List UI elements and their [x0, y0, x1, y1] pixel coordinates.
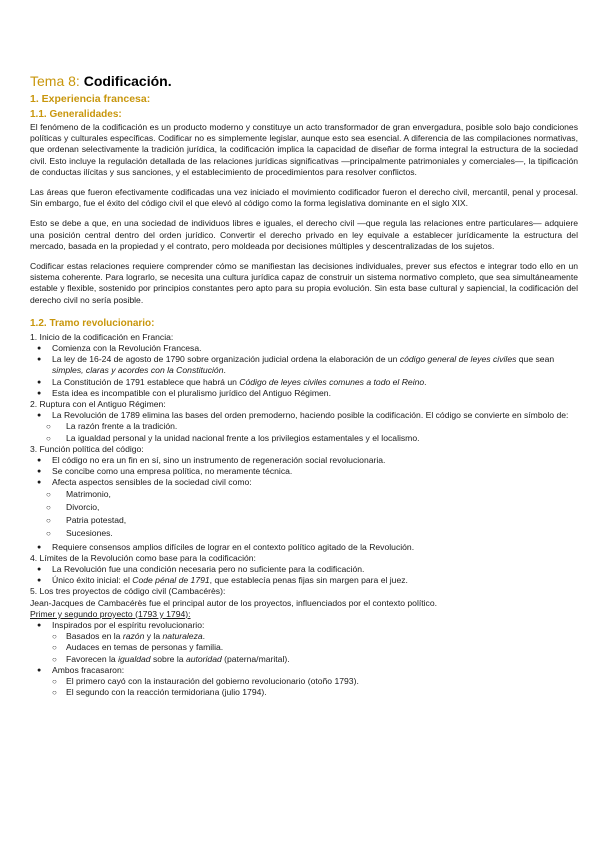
sub-bullet-list	[30, 631, 578, 665]
bullet-list	[30, 343, 578, 399]
list-item: 4. Límites de la Revolución como base para la codificación:	[30, 552, 256, 563]
page-title	[30, 72, 578, 90]
list-item: ● Esta idea es incompatible con el pluralismo jurídico del Antiguo Régimen.	[30, 388, 578, 399]
bullet-list	[30, 410, 578, 421]
list-item: ● La ley de 16-24 de agosto de 1790 sobre organización judicial ordena la elaboración de un código general de leyes civiles que sean simples, claras y acordes con la Constitución.	[30, 354, 578, 376]
paragraph: Jean-Jacques de Cambacérès fue el principal autor de los proyectos, influenciados por el contexto político.	[30, 597, 438, 608]
document-page	[30, 72, 578, 698]
section-heading: 1. Experiencia francesa:	[30, 93, 151, 105]
list-item: ○ Patria potestad,	[30, 515, 578, 526]
sub-bullet-list	[30, 676, 578, 698]
list-item: ○ Matrimonio,	[30, 489, 578, 500]
list-item: 2. Ruptura con el Antiguo Régimen:	[30, 399, 166, 410]
bullet-list	[30, 455, 578, 489]
list-item: ● Único éxito inicial: el Code pénal de 1791, que establecía penas fijas sin margen para el juez.	[30, 575, 578, 586]
title-name: Codificación.	[83, 73, 172, 89]
sub-bullet-list	[30, 421, 578, 443]
list-item: ● La Revolución de 1789 elimina las bases del orden premoderno, haciendo posible la codificación. El código se convierte en símbolo de:	[30, 410, 578, 421]
list-item: ● Requiere consensos amplios difíciles de lograr en el contexto político agitado de la Revolución.	[30, 542, 578, 553]
list-item: ○ Favorecen la igualdad sobre la autoridad (paterna/marital).	[30, 654, 578, 665]
list-item: ○ El segundo con la reacción termidoriana (julio 1794).	[30, 687, 578, 698]
list-item: ○ Audaces en temas de personas y familia.	[30, 642, 578, 653]
list-item: ○ El primero cayó con la instauración del gobierno revolucionario (otoño 1793).	[30, 676, 578, 687]
paragraph: El fenómeno de la codificación es un producto moderno y constituye un acto transformador de gran envergadura, posible solo bajo condiciones políticas y culturales específicas. Codificar no es simplemente legislar, aunque esto sea esencial. A diferencia de las compilaciones normativas, que ordenan selectivamente la tradición jurídica, la codificación implica la capacidad de diseñar de forma integral la estructura de la sociedad civil. Esto incluye la regulación detallada de las relaciones jurídicas significativas —principalmente patrimoniales y comerciales—, la tipificación de conductas ilícitas y sus sanciones, y el establecimiento de procedimientos para resolver conflictos.	[30, 122, 578, 177]
list-item: ● Comienza con la Revolución Francesa.	[30, 343, 578, 354]
bullet-list	[30, 620, 578, 631]
list-item: ● El código no era un fin en sí, sino un instrumento de regeneración social revolucionaria.	[30, 455, 578, 466]
underlined-heading: Primer y segundo proyecto (1793 y 1794):	[30, 608, 191, 619]
list-item: ● Inspirados por el espíritu revolucionario:	[30, 620, 578, 631]
bullet-list	[30, 665, 578, 676]
list-item: ● La Constitución de 1791 establece que habrá un Código de leyes civiles comunes a todo el Reino.	[30, 377, 578, 388]
list-item: ● Ambos fracasaron:	[30, 665, 578, 676]
list-item: ○ La razón frente a la tradición.	[30, 421, 578, 432]
list-item: 3. Función política del código:	[30, 443, 144, 454]
bullet-list	[30, 542, 578, 553]
list-item: ○ Basados en la razón y la naturaleza.	[30, 631, 578, 642]
sub-bullet-list	[30, 489, 578, 540]
title-number: Tema 8:	[30, 73, 80, 89]
list-item: ○ Sucesiones.	[30, 528, 578, 539]
list-item: ● Se concibe como una empresa política, no meramente técnica.	[30, 466, 578, 477]
list-item: 1. Inicio de la codificación en Francia:	[30, 331, 174, 342]
paragraph: Codificar estas relaciones requiere comprender cómo se manifiestan las decisiones individuales, prever sus efectos e integrar todo ello en un sistema coherente. Para lograrlo, se necesita una cultura jurídica capaz de construir un sistema normativo completo, que sea simultáneamente estable y flexible, sostenido por principios constantes pero apto para su propia evolución. Sin esta base cultural y sapiencial, la codificación del derecho civil no sería posible.	[30, 261, 578, 305]
subsection-heading: 1.1. Generalidades:	[30, 109, 122, 120]
paragraph: Esto se debe a que, en una sociedad de individuos libres e iguales, el derecho civil —que regula las relaciones entre particulares— adquiere una posición central dentro del orden jurídico. Convertir el derecho privado en ley equivale a establecer jurídicamente la estructura del mercado, basada en la propiedad y el contrato, pero moldeada por decisiones múltiples y descentralizadas de los sujetos.	[30, 218, 578, 251]
subsection-heading: 1.2. Tramo revolucionario:	[30, 317, 155, 329]
list-item: ● La Revolución fue una condición necesaria pero no suficiente para la codificación.	[30, 564, 578, 575]
list-item: ● Afecta aspectos sensibles de la sociedad civil como:	[30, 477, 578, 488]
list-item: 5. Los tres proyectos de código civil (Cambacérès):	[30, 586, 226, 597]
list-item: ○ La igualdad personal y la unidad nacional frente a los privilegios estamentales y el localismo.	[30, 433, 578, 444]
list-item: ○ Divorcio,	[30, 502, 578, 513]
bullet-list	[30, 564, 578, 586]
paragraph: Las áreas que fueron efectivamente codificadas una vez iniciado el movimiento codificador fueron el derecho civil, mercantil, penal y procesal. Sin embargo, fue el éxito del código civil el que elevó al código como la forma legislativa dominante en el siglo XIX.	[30, 187, 578, 209]
